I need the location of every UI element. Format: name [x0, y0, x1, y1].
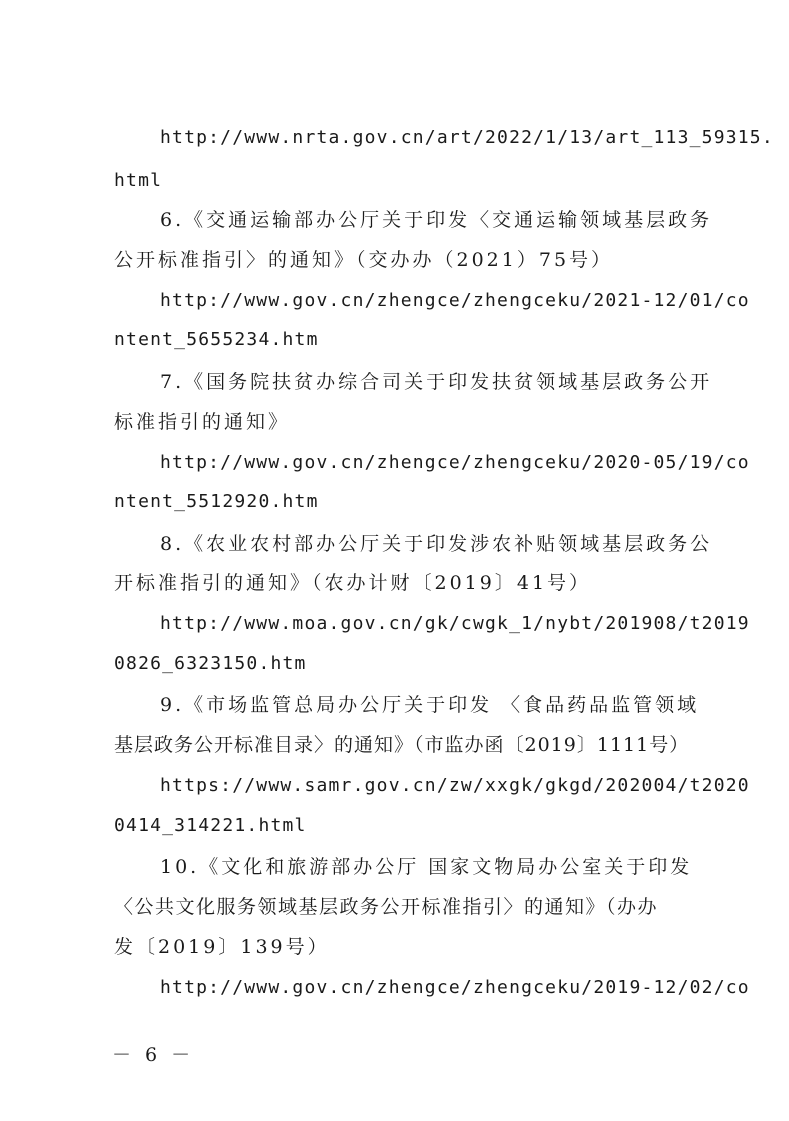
list-item-heading: 10.《文化和旅游部办公厅 国家文物局办公室关于印发	[160, 856, 693, 878]
text-line: html	[114, 170, 163, 191]
text-line: 发〔2019〕139号）	[114, 936, 330, 958]
text-line: 0414_314221.html	[114, 815, 307, 836]
list-item-heading: 6.《交通运输部办公厅关于印发〈交通运输领域基层政务	[160, 209, 713, 231]
page-number: － 6 －	[112, 1044, 195, 1066]
list-item-heading: 7.《国务院扶贫办综合司关于印发扶贫领域基层政务公开	[160, 371, 713, 393]
list-item-heading: 9.《市场监管总局办公厅关于印发 〈食品药品监管领域	[160, 694, 700, 716]
text-line: http://www.gov.cn/zhengce/zhengceku/2020-05/19/co	[160, 452, 750, 473]
text-line: 标准指引的通知》	[114, 411, 291, 433]
text-line: 0826_6323150.htm	[114, 653, 307, 674]
text-line: https://www.samr.gov.cn/zw/xxgk/gkgd/202004/t2020	[160, 775, 750, 796]
text-line: ntent_5655234.htm	[114, 329, 319, 350]
text-line: 基层政务公开标准目录〉的通知》（市监办函〔2019〕1111号）	[114, 734, 690, 756]
list-item-heading: 8.《农业农村部办公厅关于印发涉农补贴领域基层政务公	[160, 533, 713, 555]
text-line: http://www.nrta.gov.cn/art/2022/1/13/art_113_59315.	[160, 127, 774, 148]
text-line: 〈公共文化服务领域基层政务公开标准指引〉的通知》（办办	[114, 896, 659, 918]
text-line: http://www.moa.gov.cn/gk/cwgk_1/nybt/201908/t2019	[160, 613, 750, 634]
text-line: ntent_5512920.htm	[114, 491, 319, 512]
text-line: http://www.gov.cn/zhengce/zhengceku/2021-12/01/co	[160, 290, 750, 311]
text-line: 开标准指引的通知》（农办计财〔2019〕41号）	[114, 572, 592, 594]
text-line: 公开标准指引〉的通知》（交办办（2021）75号）	[114, 249, 614, 271]
text-line: http://www.gov.cn/zhengce/zhengceku/2019-12/02/co	[160, 977, 750, 998]
